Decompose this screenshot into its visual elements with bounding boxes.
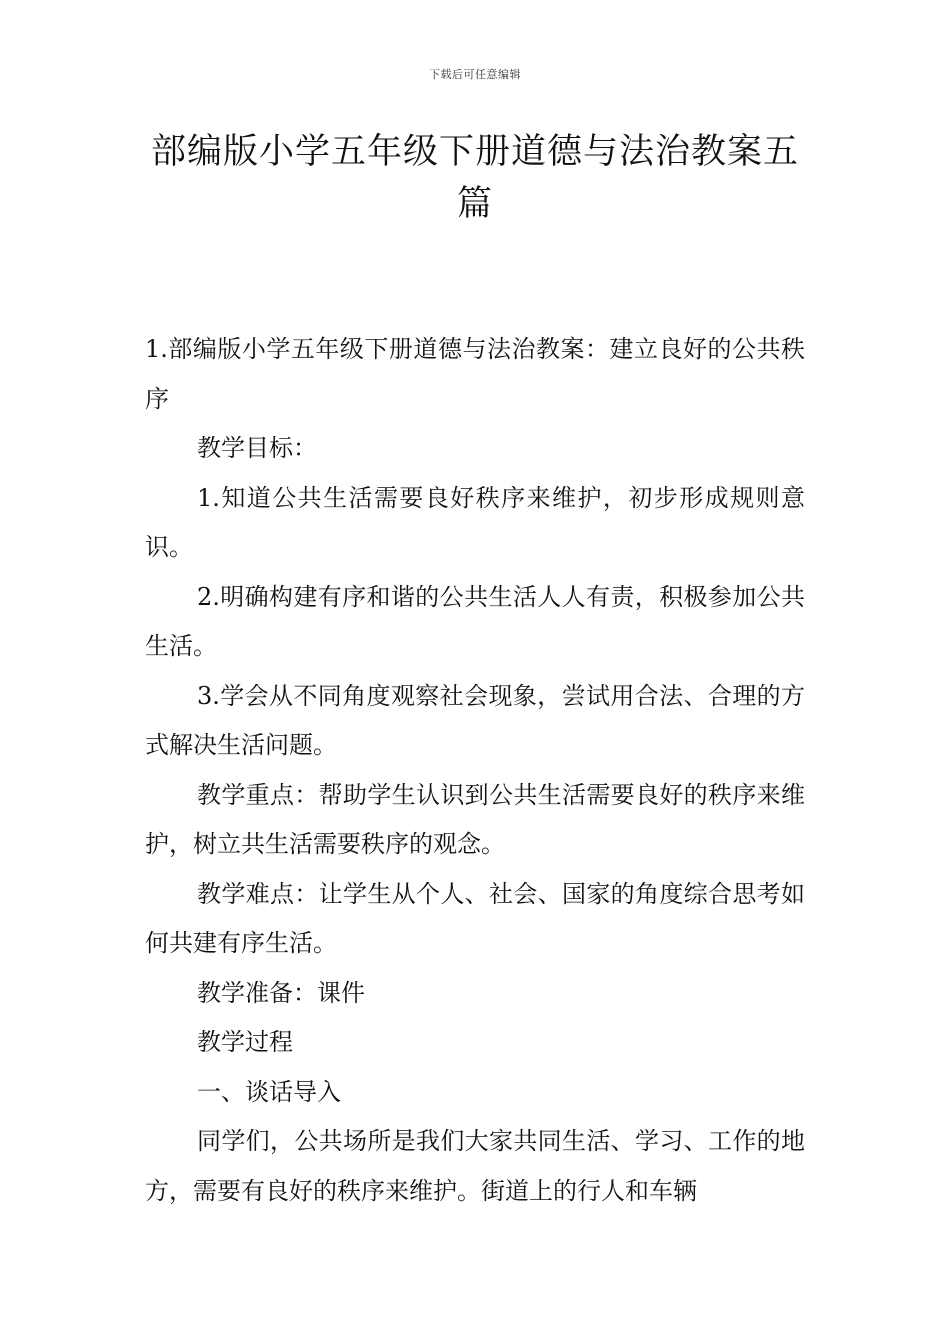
document-body <box>145 325 805 1216</box>
step-heading: 一、谈话导入 <box>197 1077 341 1106</box>
page-header-note: 下载后可任意编辑 <box>429 68 521 81</box>
teaching-key-point: 教学重点：帮助学生认识到公共生活需要良好的秩序来维护，树立共生活需要秩序的观念。 <box>145 780 805 858</box>
body-paragraph: 同学们，公共场所是我们大家共同生活、学习、工作的地方，需要有良好的秩序来维护。街道上的行人和车辆 <box>145 1127 805 1205</box>
section-heading: 1.部编版小学五年级下册道德与法治教案：建立良好的公共秩序 <box>145 335 805 413</box>
teaching-preparation: 教学准备：课件 <box>197 978 365 1007</box>
goal-item: 1.知道公共生活需要良好秩序来维护，初步形成规则意识。 <box>145 483 805 561</box>
teaching-goals-label: 教学目标： <box>197 434 317 462</box>
teaching-difficulty: 教学难点：让学生从个人、社会、国家的角度综合思考如何共建有序生活。 <box>145 879 805 957</box>
goal-item: 3.学会从不同角度观察社会现象，尝试用合法、合理的方式解决生活问题。 <box>145 681 805 759</box>
teaching-process-label: 教学过程 <box>197 1028 293 1056</box>
document-title: 部编版小学五年级下册道德与法治教案五篇 <box>150 132 799 224</box>
goal-item: 2.明确构建有序和谐的公共生活人人有责，积极参加公共生活。 <box>145 582 805 660</box>
